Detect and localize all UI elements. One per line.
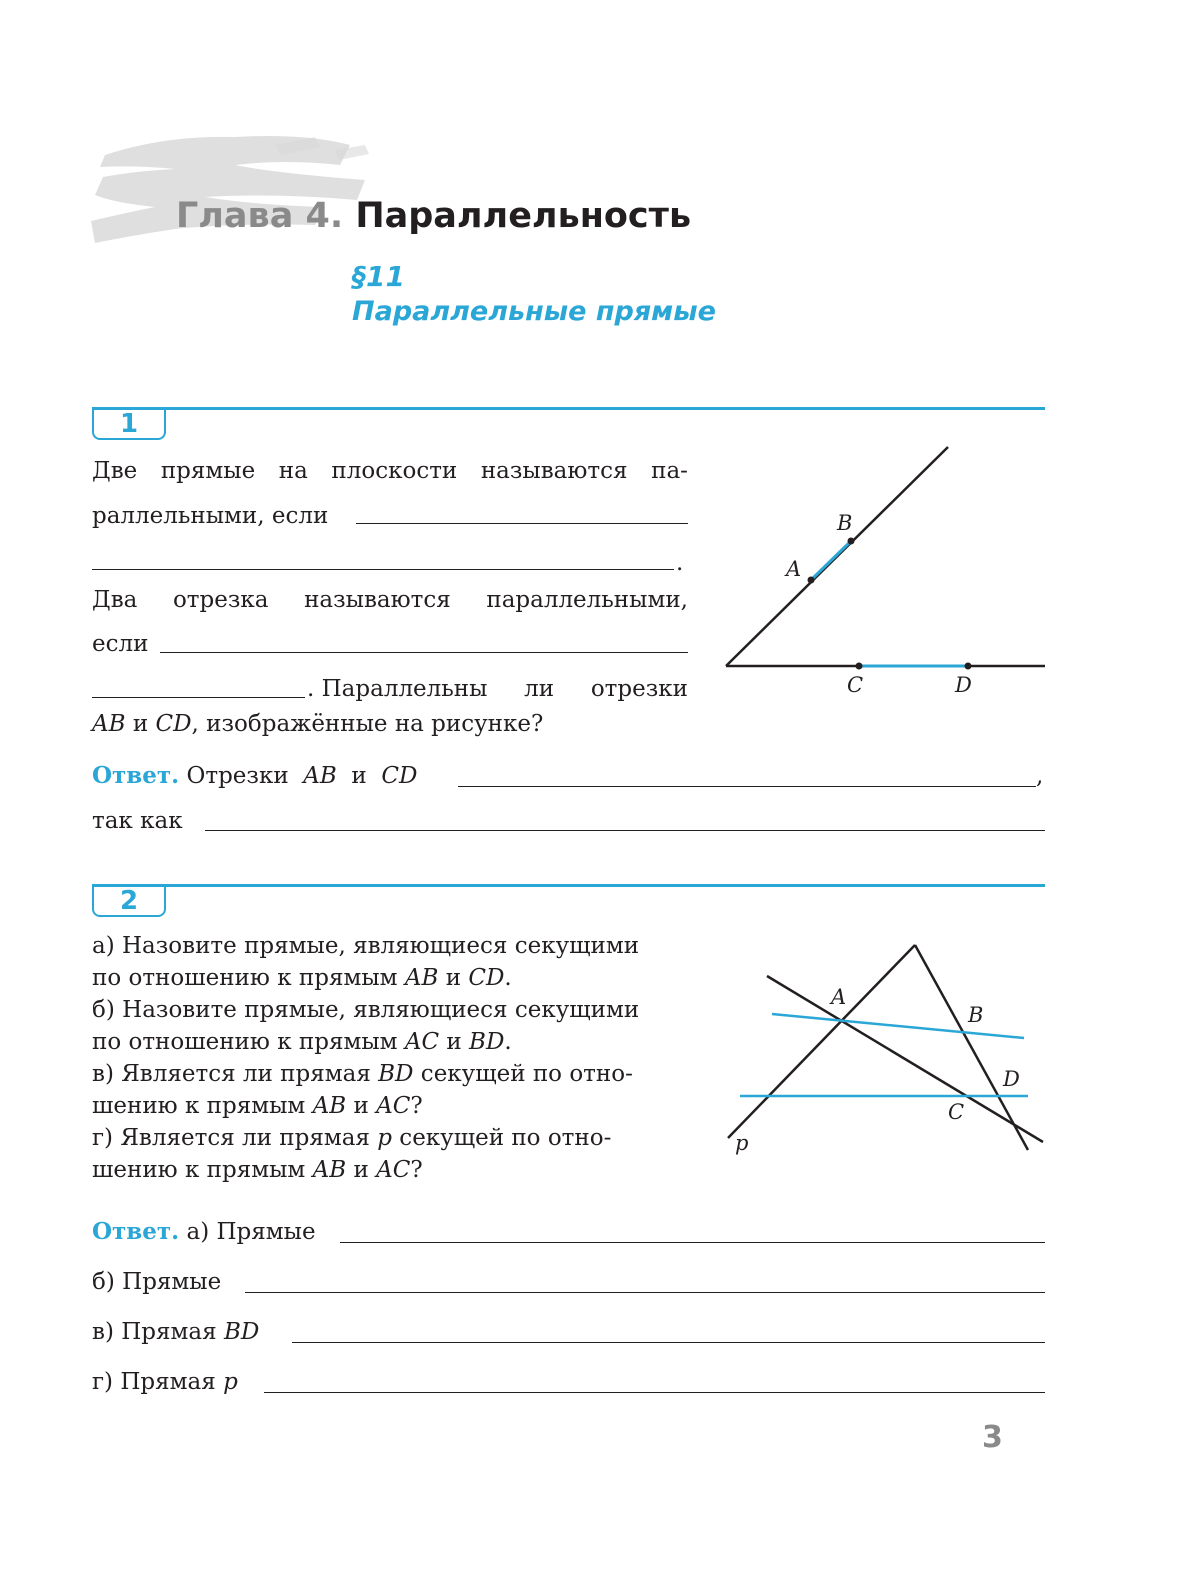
section-title: Параллельные прямые bbox=[352, 296, 716, 327]
section-number: §11 bbox=[352, 260, 405, 293]
task1-line3-period: . bbox=[676, 550, 684, 576]
task2-question-a-line2: по отношению к прямым AB и CD. bbox=[92, 965, 512, 991]
task2-question-d-line2: шению к прямым AB и AC? bbox=[92, 1157, 423, 1183]
task2-question-c-line1: в) Является ли прямая BD секущей по отно- bbox=[92, 1061, 633, 1087]
task1-answer-blank[interactable] bbox=[458, 786, 1036, 787]
task2-question-b-line1: б) Назовите прямые, являющиеся секущими bbox=[92, 997, 640, 1023]
task1-answer-line: Ответ. Отрезки AB и CD bbox=[92, 762, 418, 789]
task1-figure bbox=[700, 430, 1060, 710]
task1-blank-1[interactable] bbox=[356, 523, 688, 524]
task1-blank-3[interactable] bbox=[160, 652, 688, 653]
task2-number-badge: 2 bbox=[92, 887, 166, 917]
figure1-point-d bbox=[965, 663, 972, 670]
task1-line2: раллельными, если bbox=[92, 503, 329, 529]
figure1-label-c: C bbox=[847, 673, 864, 697]
task2-answer-a-blank[interactable] bbox=[340, 1242, 1045, 1243]
chapter-prefix: Глава 4. bbox=[176, 196, 344, 236]
task1-answer-label: Ответ. bbox=[92, 762, 180, 789]
task1-top-rule bbox=[92, 407, 1045, 410]
figure1-segment-ab bbox=[811, 541, 851, 580]
figure2-label-b: B bbox=[968, 1003, 984, 1027]
figure1-point-a bbox=[808, 577, 815, 584]
task1-answer-comma: , bbox=[1036, 763, 1044, 789]
task1-line1: Две прямые на плоскости называются па- bbox=[92, 458, 688, 484]
task2-question-b-line2: по отношению к прямым AC и BD. bbox=[92, 1029, 512, 1055]
task2-answer-a-line: Ответ. а) Прямые bbox=[92, 1218, 316, 1245]
figure1-label-d: D bbox=[955, 673, 972, 697]
task2-top-rule bbox=[92, 884, 1045, 887]
task2-question-d-line1: г) Является ли прямая p секущей по отно- bbox=[92, 1125, 612, 1151]
task2-answer-c-label: в) Прямая BD bbox=[92, 1319, 260, 1345]
task2-answer-c-blank[interactable] bbox=[292, 1342, 1045, 1343]
figure2-line-bd-through-apex bbox=[915, 945, 1028, 1150]
task2-question-a-line1: а) Назовите прямые, являющиеся секущими bbox=[92, 933, 640, 959]
task1-number-badge: 1 bbox=[92, 410, 166, 440]
figure2-line-ab-through-apex bbox=[728, 945, 915, 1138]
task1-blank-2[interactable] bbox=[92, 569, 674, 570]
task2-answer-label: Ответ. bbox=[92, 1218, 180, 1245]
chapter-heading bbox=[176, 196, 691, 236]
page-number: 3 bbox=[982, 1420, 1003, 1455]
figure1-label-a: A bbox=[786, 557, 802, 581]
task2-question-c-line2: шению к прямым AB и AC? bbox=[92, 1093, 423, 1119]
task1-line6: . Параллельны ли отрезки bbox=[307, 676, 688, 702]
figure2-label-c: C bbox=[948, 1100, 965, 1124]
task1-blank-4[interactable] bbox=[92, 697, 305, 698]
figure1-point-b bbox=[848, 538, 855, 545]
figure1-point-c bbox=[856, 663, 863, 670]
chapter-title: Параллельность bbox=[355, 196, 692, 236]
task2-answer-d-label: г) Прямая p bbox=[92, 1369, 238, 1395]
figure2-label-d: D bbox=[1003, 1067, 1020, 1091]
task2-figure bbox=[710, 930, 1060, 1170]
figure2-label-a: A bbox=[831, 985, 847, 1009]
task1-line5: если bbox=[92, 631, 149, 657]
task1-because-blank[interactable] bbox=[205, 830, 1045, 831]
task1-line4: Два отрезка называются параллельными, bbox=[92, 587, 688, 613]
figure2-label-p: p bbox=[735, 1131, 749, 1155]
task2-answer-b-blank[interactable] bbox=[245, 1292, 1045, 1293]
task1-because-label: так как bbox=[92, 808, 183, 834]
task2-answer-b-label: б) Прямые bbox=[92, 1269, 222, 1295]
task2-answer-d-blank[interactable] bbox=[264, 1392, 1045, 1393]
figure2-line-ac bbox=[767, 976, 1043, 1142]
task1-line7: AB и CD, изображённые на рисунке? bbox=[92, 711, 544, 737]
figure2-blue-line-upper bbox=[772, 1014, 1024, 1038]
figure1-label-b: B bbox=[837, 511, 853, 535]
